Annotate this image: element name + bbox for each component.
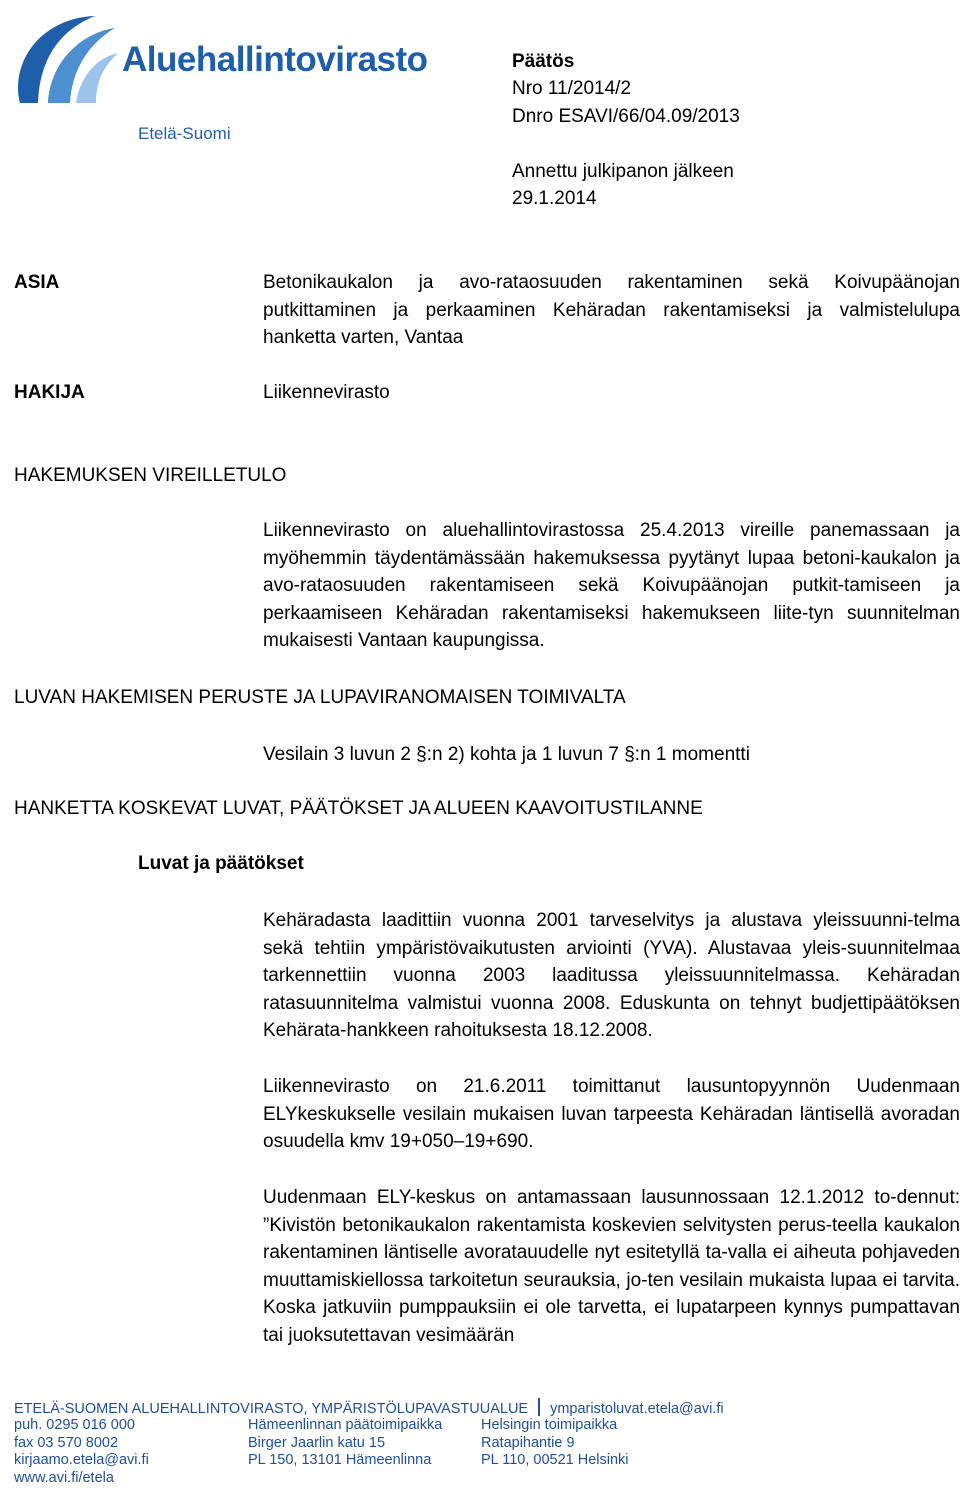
footer-hameenlinna-column [248, 1417, 442, 1470]
hakija-label: HAKIJA [14, 382, 85, 403]
peruste-text: Vesilain 3 luvun 2 §:n 2) kohta ja 1 luvun 7 §:n 1 momentti [263, 744, 750, 765]
luvat-subheading: Luvat ja päätökset [138, 853, 304, 874]
asia-label: ASIA [14, 272, 60, 293]
footer-fax: fax 03 570 8002 [14, 1434, 119, 1451]
footer-divider [538, 1398, 540, 1416]
footer-contact-column [14, 1417, 149, 1488]
footer-website: www.avi.fi/etela [14, 1470, 114, 1487]
decision-number: Nro 11/2014/2 [512, 78, 632, 99]
peruste-heading: LUVAN HAKEMISEN PERUSTE JA LUPAVIRANOMAISEN TOIMIVALTA [14, 687, 626, 708]
region-name: Etelä-Suomi [138, 124, 231, 143]
footer-org-line [14, 1398, 724, 1419]
published-label: Annettu julkipanon jälkeen [512, 161, 734, 182]
footer-hki-office: Helsingin toimipaikka [481, 1417, 618, 1433]
footer-hml-office: Hämeenlinnan päätoimipaikka [248, 1417, 443, 1433]
logo-wordmark: Aluehallintovirasto [122, 40, 428, 79]
footer-hki-street: Ratapihantie 9 [481, 1434, 575, 1451]
footer-hml-street: Birger Jaarlin katu 15 [248, 1434, 386, 1451]
footer-email: kirjaamo.etela@avi.fi [14, 1452, 149, 1469]
document-type: Päätös [512, 51, 575, 72]
footer-email-top: ymparistoluvat.etela@avi.fi [550, 1401, 724, 1417]
luvat-heading: HANKETTA KOSKEVAT LUVAT, PÄÄTÖKSET JA ALUEEN KAAVOITUSTILANNE [14, 798, 703, 819]
agency-logo [10, 8, 428, 108]
logo-swoosh-icon [10, 8, 120, 108]
record-number: Dnro ESAVI/66/04.09/2013 [512, 106, 740, 127]
footer-phone: puh. 0295 016 000 [14, 1417, 135, 1433]
footer-helsinki-column [481, 1417, 629, 1470]
asia-text: Betonikaukalon ja avo-rataosuuden rakentaminen sekä Koivupäänojan putkittaminen ja perkaaminen Kehäradan rakentamiseksi ja valmistelulupa hanketta varten, Vantaa [263, 272, 960, 349]
luvat-paragraph-3: Uudenmaan ELY-keskus on antamassaan lausunnossaan 12.1.2012 to-dennut: ”Kivistön betonikaukalon rakentamista koskevien selvitysten perus-teella kaukalon rakentaminen läntiselle avoratauudelle nyt esitetyllä ta-valla ei aiheuta pohjaveden muuttamiskiellossa tarkoitetun seurauksia, jo-ten vesilain mukaista lupaa ei tarvita. Koska jatkuviin pumppauksiin ei ole tarvetta, ei lupatarpeen kynnys pumpattavan tai juoksutettavan vesimäärän [263, 1187, 960, 1346]
luvat-paragraph-1: Kehäradasta laadittiin vuonna 2001 tarveselvitys ja alustava yleissuunni-telma sekä tehtiin ympäristövaikutusten arviointi (YVA). Alustavaa yleis-suunnitelmaa tarkennettiin vuonna 2003 laaditussa yleissuunnitelmassa. Kehäradan ratasuunnitelma valmistui vuonna 2008. Eduskunta on tehnyt budjettipäätöksen Kehärata-hankkeen rahoituksesta 18.12.2008. [263, 910, 960, 1042]
luvat-paragraph-2: Liikennevirasto on 21.6.2011 toimittanut lausuntopyynnön Uudenmaan ELYkeskukselle vesilain mukaisen luvan tarpeesta Kehäradan läntisellä avoradan osuudella kmv 19+050–19+690. [263, 1076, 960, 1153]
vireilletulo-heading: HAKEMUKSEN VIREILLETULO [14, 465, 287, 486]
published-date: 29.1.2014 [512, 188, 597, 209]
vireilletulo-text: Liikennevirasto on aluehallintovirastossa 25.4.2013 vireille panemassaan ja myöhemmin täydentämässään hakemuksessa pyytänyt lupaa betoni-kaukalon ja avo-rataosuuden rakentamiseen sekä Koivupäänojan putkit-tamiseen ja perkaamiseen Kehäradan rakentamiseksi hakemukseen liite-tyn suunnitelman mukaisesti Vantaan kaupungissa. [263, 520, 960, 652]
footer-hml-po: PL 150, 13101 Hämeenlinna [248, 1452, 432, 1469]
hakija-text: Liikennevirasto [263, 382, 390, 403]
footer-org: ETELÄ-SUOMEN ALUEHALLINTOVIRASTO, YMPÄRISTÖLUPAVASTUUALUE [14, 1401, 529, 1417]
footer-hki-po: PL 110, 00521 Helsinki [481, 1452, 629, 1469]
